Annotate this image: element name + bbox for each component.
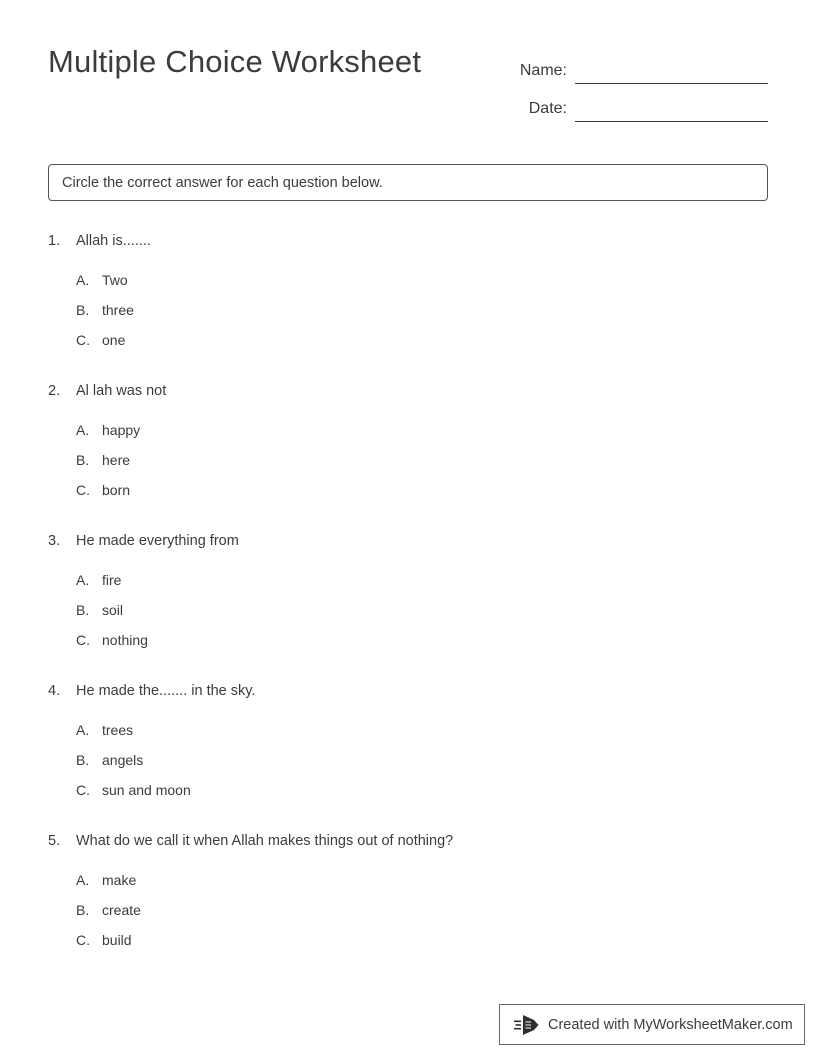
question-number: 2. [48,383,61,399]
option-row[interactable] [76,600,778,630]
question-line [48,680,778,702]
created-with-label: Created with MyWorksheetMaker.com [548,1016,793,1033]
question-text: He made the....... in the sky. [76,683,256,699]
option-row[interactable] [76,450,778,480]
option-text: trees [102,722,134,738]
question-line [48,230,778,252]
name-date-group [496,46,768,122]
option-letter: B. [76,452,90,468]
option-letter: A. [76,722,90,738]
date-label: Date: [528,100,567,117]
question-line [48,380,778,402]
option-letter: C. [76,932,90,948]
created-with-badge[interactable] [499,1004,805,1045]
instruction-text: Circle the correct answer for each question below. [62,174,383,191]
option-row[interactable] [76,330,778,360]
option-text: one [102,332,126,348]
option-list [48,570,778,660]
question-block [48,830,778,960]
option-row[interactable] [76,420,778,450]
question-block [48,380,778,510]
option-text: angels [102,752,144,768]
option-letter: A. [76,572,90,588]
question-number: 5. [48,833,61,849]
option-letter: C. [76,482,90,498]
option-row[interactable] [76,870,778,900]
option-text: sun and moon [102,782,191,798]
option-letter: C. [76,782,90,798]
option-letter: A. [76,272,90,288]
option-text: born [102,482,131,498]
question-line [48,530,778,552]
option-row[interactable] [76,780,778,810]
question-text: Al lah was not [76,383,167,399]
date-field-row [496,84,768,122]
question-block [48,680,778,810]
option-text: Two [102,272,128,288]
option-letter: A. [76,422,90,438]
name-input-line[interactable] [575,62,768,84]
option-letter: B. [76,752,90,768]
page-header [48,40,768,128]
question-text: What do we call it when Allah makes things out of nothing? [76,833,454,849]
name-field-row [496,46,768,84]
option-text: create [102,902,141,918]
option-row[interactable] [76,750,778,780]
option-text: make [102,872,137,888]
option-text: here [102,452,131,468]
option-letter: B. [76,902,90,918]
option-row[interactable] [76,900,778,930]
option-text: fire [102,572,122,588]
question-text: Allah is....... [76,233,151,249]
option-row[interactable] [76,720,778,750]
option-text: soil [102,602,124,618]
option-letter: A. [76,872,90,888]
option-list [48,420,778,510]
name-label: Name: [519,62,567,79]
option-row[interactable] [76,270,778,300]
option-list [48,870,778,960]
option-row[interactable] [76,630,778,660]
question-line [48,830,778,852]
question-block [48,530,778,660]
page-title: Multiple Choice Worksheet [48,44,422,79]
date-input-line[interactable] [575,100,768,122]
option-text: build [102,932,132,948]
option-letter: B. [76,602,90,618]
option-letter: C. [76,632,90,648]
option-letter: C. [76,332,90,348]
questions-list [48,230,778,980]
question-number: 1. [48,233,61,249]
option-list [48,720,778,810]
instruction-box [48,164,768,201]
option-list [48,270,778,360]
option-text: happy [102,422,141,438]
option-row[interactable] [76,570,778,600]
option-row[interactable] [76,300,778,330]
option-letter: B. [76,302,90,318]
question-text: He made everything from [76,533,239,549]
option-text: three [102,302,134,318]
option-text: nothing [102,632,148,648]
myworksheetmaker-logo-icon [514,1013,540,1037]
option-row[interactable] [76,480,778,510]
question-number: 3. [48,533,61,549]
option-row[interactable] [76,930,778,960]
question-block [48,230,778,360]
question-number: 4. [48,683,61,699]
